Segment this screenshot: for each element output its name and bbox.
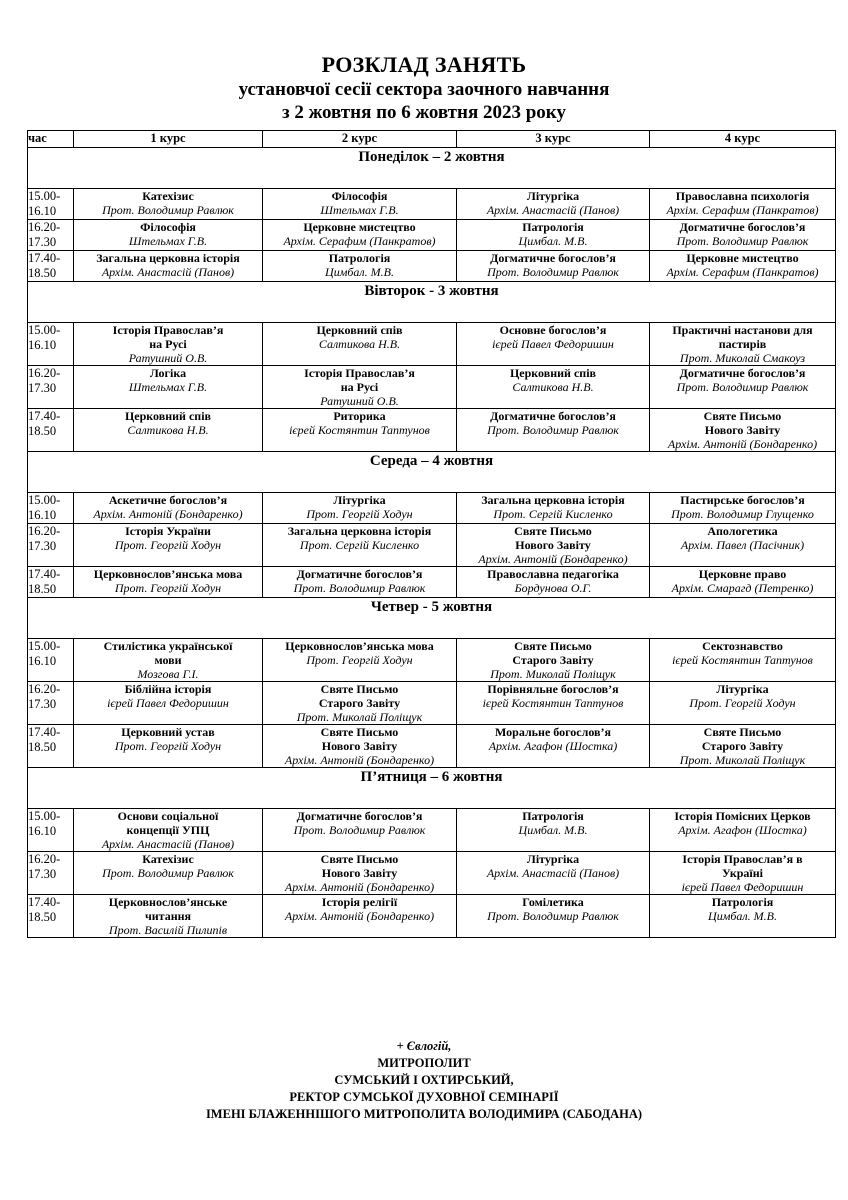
subject-name: Нового Завіту [321,739,398,753]
course-cell [74,524,263,567]
lesson-row [28,682,836,725]
course-cell [457,323,650,366]
subject-name: Практичні настанови для [672,323,813,337]
subject-name: Церковний спів [124,409,212,423]
time-text: 15.00- [28,639,61,653]
subject-name: Гомілетика [522,895,584,909]
lesson-row [28,895,836,938]
subject-name: Святе Письмо [514,639,592,653]
teacher-name: Архім. Смарагд (Петренко) [671,581,814,595]
time-text: 15.00- [28,323,61,337]
subject-name: Основи соціальної [117,809,219,823]
subject-name: Літургіка [716,682,769,696]
course-cell [263,895,457,938]
teacher-name: Архім. Антоній (Бондаренко) [93,507,243,521]
subject-name: Святе Письмо [514,524,592,538]
subject-name: пастирів [718,337,767,351]
teacher-name: Архім. Анастасій (Панов) [486,866,620,880]
course-cell [457,895,650,938]
course-cell [263,220,457,251]
subject-name: Догматичне богослов’я [296,567,423,581]
subject-name: Святе Письмо [320,682,399,696]
time-cell [28,567,74,598]
course-cell [457,220,650,251]
subject-name: Філософія [331,189,388,203]
subject-name: Православна педагогіка [487,567,619,581]
teacher-name: Архім. Серафим (Панкратов) [283,234,436,248]
subject-name: Сектознавство [702,639,783,653]
teacher-name: Ратушний О.В. [128,351,208,365]
time-text: 15.00- [28,809,61,823]
day-row [28,148,836,189]
teacher-name: Прот. Георгій Ходун [114,538,222,552]
subject-name: Літургіка [526,852,580,866]
course-cell [650,189,836,220]
time-cell [28,493,74,524]
subject-name: на Русі [340,380,379,394]
time-text: 16.20- [28,682,61,696]
course-cell [263,682,457,725]
document-header [0,52,848,124]
teacher-name: Прот. Сергій Кисленко [299,538,420,552]
subject-name: Риторика [333,409,386,423]
teacher-name: Прот. Миколай Поліщук [490,667,616,681]
subject-name: Святе Письмо [703,725,782,739]
lesson-row [28,366,836,409]
course-cell [650,409,836,452]
time-text: 17.30 [28,867,57,881]
subject-name: Догматичне богослов’я [296,809,423,823]
teacher-name: Прот. Сергій Кисленко [493,507,613,521]
course-cell [650,809,836,852]
course-cell [263,809,457,852]
subject-name: Катехізис [142,852,194,866]
course-cell [650,725,836,768]
teacher-name: Архім. Анастасій (Панов) [101,837,235,851]
subject-name: Церковнослов’янська мова [285,639,434,653]
subject-name: Історія Православ’я [112,323,224,337]
time-text: 18.50 [28,910,57,924]
course-cell [263,409,457,452]
subject-name: Догматичне богослов’я [679,366,806,380]
signature-block [0,1038,848,1123]
subject-name: Біблійна історія [124,682,212,696]
day-heading: П’ятниця – 6 жовтня [28,768,836,809]
teacher-name: Прот. Володимир Равлюк [487,265,619,279]
teacher-name: Прот. Володимир Равлюк [102,866,234,880]
subject-name: Катехізис [142,189,194,203]
teacher-name: ієрей Павел Федоришин [681,880,804,894]
lesson-row [28,524,836,567]
subject-name: Літургіка [333,493,386,507]
teacher-name: Архім. Анастасій (Панов) [486,203,620,217]
lesson-row [28,323,836,366]
time-text: 16.10 [28,338,57,352]
time-text: 17.30 [28,697,57,711]
document-title: РОЗКЛАД ЗАНЯТЬ [321,52,527,77]
subject-name: Аскетичне богослов’я [108,493,228,507]
course-cell [457,682,650,725]
teacher-name: Цимбал. М.В. [325,265,394,279]
teacher-name: ієрей Костянтин Таптунов [672,653,813,667]
subject-name: Догматичне богослов’я [490,409,616,423]
teacher-name: Цимбал. М.В. [708,909,777,923]
course-cell [650,567,836,598]
course-cell [74,189,263,220]
teacher-name: Прот. Володимир Равлюк [293,823,426,837]
teacher-name: Архім. Антоній (Бондаренко) [284,909,435,923]
course-cell [457,639,650,682]
lesson-row [28,251,836,282]
subject-name: Пастирське богослов’я [680,493,805,507]
subject-name: Святе Письмо [320,725,399,739]
teacher-name: Архім. Серафим (Панкратов) [666,203,819,217]
day-heading: Понеділок – 2 жовтня [28,148,836,189]
teacher-name: Штельмах Г.В. [320,203,399,217]
teacher-name: Салтикова Н.В. [318,337,401,351]
teacher-name: Архім. Антоній (Бондаренко) [284,753,435,767]
column-header-course-4: 4 курс [650,131,836,148]
subject-name: Церковний устав [121,725,215,739]
subject-name: Патрологія [328,251,391,265]
schedule-body [28,148,836,938]
time-text: 16.20- [28,366,61,380]
course-cell [650,366,836,409]
subject-name: Церковне право [698,567,787,581]
subject-name: Патрологія [522,809,584,823]
subject-name: Святе Письмо [320,852,399,866]
subject-name: Історія релігії [321,895,398,909]
course-cell [74,567,263,598]
subject-name: Загальна церковна історія [96,251,240,265]
time-cell [28,895,74,938]
time-cell [28,639,74,682]
subject-name: Нового Завіту [515,538,591,552]
teacher-name: Прот. Володимир Равлюк [676,234,809,248]
teacher-name: Прот. Володимир Глущенко [671,507,814,521]
subject-name: Моральне богослов’я [495,725,611,739]
teacher-name: Прот. Володимир Равлюк [487,423,619,437]
course-cell [74,725,263,768]
column-header-course-2: 2 курс [263,131,457,148]
course-cell [650,524,836,567]
subject-name: Порівняльне богослов’я [487,682,619,696]
day-row [28,452,836,493]
column-header-time: час [28,131,74,148]
subject-name: Патрологія [522,220,584,234]
teacher-name: Ратушний О.В. [320,394,399,408]
teacher-name: Архім. Антоній (Бондаренко) [284,880,435,894]
course-cell [263,852,457,895]
course-cell [74,493,263,524]
subject-name: Основне богослов’я [499,323,607,337]
day-row [28,282,836,323]
signature-blessing: + Євлогій, [396,1039,452,1053]
course-cell [263,639,457,682]
time-text: 16.10 [28,824,57,838]
subject-name: Стилістика української [103,639,233,653]
time-text: 16.20- [28,852,61,866]
subject-name: Загальна церковна історія [481,493,625,507]
time-cell [28,189,74,220]
subject-name: Церковний спів [316,323,403,337]
subject-name: Історія Православ’я [304,366,415,380]
subject-name: Загальна церковна історія [287,524,432,538]
teacher-name: Прот. Миколай Смакоуз [679,351,806,365]
lesson-row [28,189,836,220]
course-cell [457,809,650,852]
time-text: 16.10 [28,204,57,218]
subject-name: Апологетика [707,524,778,538]
time-text: 17.30 [28,539,57,553]
course-cell [263,251,457,282]
subject-name: Літургіка [526,189,580,203]
lesson-row [28,639,836,682]
course-cell [650,251,836,282]
subject-name: Церковний спів [509,366,597,380]
time-cell [28,323,74,366]
teacher-name: ієрей Костянтин Таптунов [482,696,624,710]
signature-line: ІМЕНІ БЛАЖЕННІШОГО МИТРОПОЛИТА ВОЛОДИМИРА (САБОДАНА) [205,1107,643,1121]
course-cell [650,682,836,725]
course-cell [263,524,457,567]
course-cell [74,682,263,725]
teacher-name: ієрей Павел Федоришин [492,337,614,351]
teacher-name: Прот. Василій Пилипів [108,923,228,937]
course-cell [263,725,457,768]
course-cell [74,639,263,682]
teacher-name: Прот. Георгій Ходун [114,739,222,753]
subject-name: Догматичне богослов’я [490,251,616,265]
course-cell [263,493,457,524]
signature-line: СУМСЬКИЙ І ОХТИРСЬКИЙ, [334,1073,514,1087]
course-cell [74,323,263,366]
subject-name: Святе Письмо [703,409,782,423]
course-cell [650,220,836,251]
teacher-name: Прот. Георгій Ходун [114,581,222,595]
time-text: 17.40- [28,895,61,909]
subject-name: Україні [722,866,763,880]
subject-name: Нового Завіту [704,423,781,437]
teacher-name: Прот. Володимир Равлюк [293,581,426,595]
document-subtitle: установчої сесії сектора заочного навчання [238,79,610,100]
subject-name: Історія Православ’я в [682,852,803,866]
teacher-name: Цимбал. М.В. [518,234,588,248]
subject-name: Старого Завіту [512,653,594,667]
time-text: 18.50 [28,424,57,438]
teacher-name: ієрей Павел Федоришин [107,696,229,710]
time-cell [28,220,74,251]
course-cell [650,852,836,895]
lesson-row [28,409,836,452]
subject-name: Церковнослов’янська мова [93,567,243,581]
time-text: 18.50 [28,266,57,280]
teacher-name: Архім. Павел (Пасічник) [680,538,805,552]
course-cell [457,852,650,895]
teacher-name: Архім. Антоній (Бондаренко) [478,552,628,566]
lesson-row [28,567,836,598]
course-cell [650,493,836,524]
subject-name: Старого Завіту [318,696,401,710]
time-cell [28,251,74,282]
teacher-name: Прот. Володимир Равлюк [102,203,234,217]
time-cell [28,366,74,409]
teacher-name: Штельмах Г.В. [128,234,208,248]
lesson-row [28,852,836,895]
course-cell [74,809,263,852]
time-text: 17.40- [28,409,61,423]
teacher-name: Архім. Серафим (Панкратов) [666,265,819,279]
teacher-name: Прот. Володимир Равлюк [676,380,809,394]
course-cell [457,493,650,524]
course-cell [74,895,263,938]
lesson-row [28,493,836,524]
lesson-row [28,220,836,251]
course-cell [457,567,650,598]
teacher-name: Архім. Антоній (Бондаренко) [667,437,818,451]
teacher-name: Салтикова Н.В. [512,380,594,394]
teacher-name: Архім. Агафон (Шостка) [678,823,807,837]
day-heading: Вівторок - 3 жовтня [28,282,836,323]
time-text: 18.50 [28,740,57,754]
time-text: 17.40- [28,251,61,265]
time-cell [28,725,74,768]
course-cell [74,852,263,895]
column-header-course-1: 1 курс [74,131,263,148]
subject-name: мови [154,653,182,667]
course-cell [650,895,836,938]
teacher-name: Прот. Миколай Поліщук [679,753,806,767]
course-cell [263,567,457,598]
subject-name: Філософія [140,220,196,234]
day-heading: Четвер - 5 жовтня [28,598,836,639]
time-text: 17.40- [28,567,61,581]
time-cell [28,809,74,852]
signature-line: МИТРОПОЛИТ [377,1056,471,1070]
subject-name: Патрологія [711,895,774,909]
subject-name: Старого Завіту [701,739,784,753]
subject-name: Історія Помісних Церков [674,809,811,823]
time-cell [28,682,74,725]
course-cell [650,323,836,366]
time-text: 16.20- [28,220,61,234]
subject-name: Логіка [149,366,187,380]
time-cell [28,409,74,452]
teacher-name: Мозгова Г.І. [137,667,199,681]
course-cell [457,189,650,220]
teacher-name: Прот. Володимир Равлюк [487,909,619,923]
teacher-name: Архім. Агафон (Шостка) [488,739,618,753]
column-header-course-3: 3 курс [457,131,650,148]
time-text: 17.40- [28,725,61,739]
schedule-table [27,130,836,938]
lesson-row [28,809,836,852]
signature-line: РЕКТОР СУМСЬКОЇ ДУХОВНОЇ СЕМІНАРІЇ [289,1090,559,1104]
course-cell [74,409,263,452]
subject-name: Нового Завіту [321,866,398,880]
teacher-name: Прот. Георгій Ходун [306,653,413,667]
time-text: 16.10 [28,654,57,668]
course-cell [650,639,836,682]
time-text: 15.00- [28,189,61,203]
subject-name: читання [144,909,192,923]
course-cell [457,409,650,452]
course-cell [74,251,263,282]
day-row [28,768,836,809]
teacher-name: Штельмах Г.В. [128,380,208,394]
time-text: 16.20- [28,524,61,538]
course-cell [457,725,650,768]
subject-name: Православна психологія [675,189,810,203]
time-text: 16.10 [28,508,57,522]
teacher-name: Цимбал. М.В. [518,823,588,837]
subject-name: Догматичне богослов’я [679,220,806,234]
course-cell [263,323,457,366]
subject-name: Церковне мистецтво [303,220,416,234]
subject-name: Історія України [125,524,211,538]
teacher-name: Прот. Георгій Ходун [689,696,796,710]
course-cell [263,189,457,220]
time-text: 17.30 [28,235,57,249]
document-dates: з 2 жовтня по 6 жовтня 2023 року [282,102,566,123]
subject-name: Церковнослов’янське [108,895,228,909]
teacher-name: Салтикова Н.В. [127,423,209,437]
teacher-name: Архім. Анастасій (Панов) [101,265,235,279]
course-cell [263,366,457,409]
day-row [28,598,836,639]
time-cell [28,852,74,895]
time-text: 17.30 [28,381,57,395]
teacher-name: Бордунова О.Г. [514,581,592,595]
course-cell [457,251,650,282]
lesson-row [28,725,836,768]
day-heading: Середа – 4 жовтня [28,452,836,493]
subject-name: на Русі [149,337,187,351]
time-text: 15.00- [28,493,61,507]
teacher-name: Прот. Миколай Поліщук [296,710,423,724]
time-text: 18.50 [28,582,57,596]
subject-name: Церковне мистецтво [686,251,799,265]
subject-name: концепції УПЦ [126,823,210,837]
teacher-name: Прот. Георгій Ходун [306,507,413,521]
course-cell [74,366,263,409]
teacher-name: ієрей Костянтин Таптунов [289,423,430,437]
course-cell [74,220,263,251]
header-row [28,131,836,148]
course-cell [457,524,650,567]
course-cell [457,366,650,409]
time-cell [28,524,74,567]
